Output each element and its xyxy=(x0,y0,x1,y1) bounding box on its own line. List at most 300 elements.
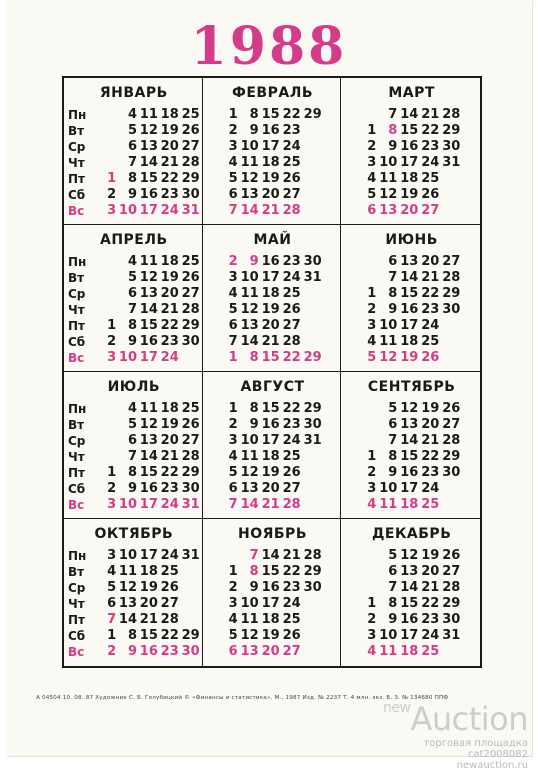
spacer xyxy=(345,465,355,481)
day-cell xyxy=(355,564,376,580)
day-cell: 28 xyxy=(282,334,301,349)
day-cell: 7 xyxy=(249,548,259,563)
day-cell xyxy=(301,449,322,465)
day-cell: 29 xyxy=(181,628,200,643)
day-cell: 24 xyxy=(421,155,440,170)
day-cell: 26 xyxy=(181,270,200,285)
day-cell: 30 xyxy=(442,465,461,480)
day-cell: 26 xyxy=(421,187,440,202)
day-cell: 17 xyxy=(400,481,419,496)
day-cell xyxy=(96,433,117,449)
day-cell: 17 xyxy=(139,203,158,218)
weekday-row xyxy=(68,318,200,334)
day-cell: 20 xyxy=(421,254,440,269)
day-cell: 1 xyxy=(107,318,117,333)
day-cell: 11 xyxy=(139,107,158,122)
day-cell: 14 xyxy=(400,107,419,122)
day-cell: 15 xyxy=(139,628,158,643)
month-block xyxy=(341,78,480,225)
day-cell: 1 xyxy=(367,449,377,464)
day-cell: 5 xyxy=(367,350,377,365)
day-cell: 5 xyxy=(127,270,137,285)
day-cell: 18 xyxy=(160,107,179,122)
day-cell: 7 xyxy=(388,433,398,448)
day-cell: 28 xyxy=(282,203,301,218)
day-cell: 9 xyxy=(388,612,398,627)
weekday-row xyxy=(68,203,200,219)
day-cell: 22 xyxy=(421,449,440,464)
day-cell: 18 xyxy=(400,334,419,349)
day-cell: 11 xyxy=(240,449,259,464)
day-cell: 14 xyxy=(118,612,137,627)
day-cell: 29 xyxy=(181,465,200,480)
weekday-label: Пт xyxy=(68,319,85,333)
weekday-label: Ср xyxy=(68,287,86,301)
day-cell: 16 xyxy=(261,417,280,432)
day-cell: 10 xyxy=(240,139,259,154)
weekday-row xyxy=(68,270,200,286)
day-cell: 23 xyxy=(282,254,301,269)
day-cell: 22 xyxy=(421,596,440,611)
day-cell: 19 xyxy=(160,270,179,285)
weekday-label: Вт xyxy=(68,418,85,432)
day-cell: 28 xyxy=(181,155,200,170)
weekday-label: Чт xyxy=(68,156,85,170)
weekday-label: Пн xyxy=(68,402,87,416)
day-cell: 12 xyxy=(139,417,158,432)
weekday-row xyxy=(345,107,460,123)
day-cell: 26 xyxy=(421,350,440,365)
day-cell: 9 xyxy=(388,465,398,480)
watermark-line: newauction.ru xyxy=(456,760,528,771)
day-cell: 26 xyxy=(160,580,179,595)
month-name: ДЕКАБРЬ xyxy=(371,526,452,542)
day-cell: 23 xyxy=(421,612,440,627)
weekday-label: Чт xyxy=(68,450,85,464)
day-cell: 27 xyxy=(442,417,461,432)
day-cell: 26 xyxy=(282,171,301,186)
day-cell xyxy=(301,203,322,219)
day-cell: 14 xyxy=(139,155,158,170)
weekday-label: Сб xyxy=(68,335,86,349)
spacer xyxy=(345,203,355,219)
day-cell xyxy=(355,254,376,270)
day-cell: 9 xyxy=(388,139,398,154)
day-cell: 2 xyxy=(367,302,377,317)
day-cell: 23 xyxy=(160,644,179,659)
day-cell: 14 xyxy=(261,548,280,563)
day-cell: 4 xyxy=(367,497,377,512)
day-cell: 7 xyxy=(107,612,117,627)
day-cell xyxy=(301,318,322,334)
weekday-row xyxy=(345,417,460,433)
day-cell: 29 xyxy=(303,350,322,365)
day-cell: 29 xyxy=(181,318,200,333)
day-cell: 13 xyxy=(139,433,158,448)
spacer xyxy=(207,155,217,171)
day-cell: 10 xyxy=(240,433,259,448)
day-cell xyxy=(301,171,322,187)
weekday-label: Сб xyxy=(68,629,86,643)
day-cell: 13 xyxy=(118,596,137,611)
month-name: ИЮНЬ xyxy=(385,232,438,248)
day-cell: 16 xyxy=(139,644,158,659)
day-cell: 28 xyxy=(181,449,200,464)
day-cell: 27 xyxy=(282,318,301,333)
day-cell: 10 xyxy=(118,548,137,563)
day-cell: 16 xyxy=(400,612,419,627)
day-cell: 30 xyxy=(181,334,200,349)
spacer xyxy=(207,254,217,270)
day-cell: 15 xyxy=(400,596,419,611)
spacer xyxy=(345,449,355,465)
weekday-label: Пт xyxy=(68,613,85,627)
weekday-row xyxy=(68,187,200,203)
day-cell: 21 xyxy=(421,580,440,595)
spacer xyxy=(207,580,217,596)
day-cell xyxy=(96,417,117,433)
day-cell: 25 xyxy=(282,286,301,301)
weekday-row xyxy=(345,187,460,203)
auction-watermark xyxy=(383,700,528,771)
day-cell: 14 xyxy=(400,270,419,285)
day-cell: 6 xyxy=(127,139,137,154)
spacer xyxy=(207,187,217,203)
weekday-label: Вт xyxy=(68,124,85,138)
month-days-table xyxy=(68,401,200,513)
day-cell: 22 xyxy=(160,171,179,186)
day-cell: 8 xyxy=(249,401,259,416)
day-cell xyxy=(301,286,322,302)
day-cell: 6 xyxy=(107,596,117,611)
day-cell: 24 xyxy=(421,628,440,643)
day-cell: 9 xyxy=(127,334,137,349)
month-name: СЕНТЯБРЬ xyxy=(367,379,456,395)
weekday-row xyxy=(207,107,322,123)
day-cell: 28 xyxy=(303,548,322,563)
spacer xyxy=(207,318,217,334)
day-cell xyxy=(439,334,460,350)
month-name: ЯНВАРЬ xyxy=(99,85,168,101)
day-cell: 5 xyxy=(107,580,117,595)
day-cell: 16 xyxy=(261,580,280,595)
day-cell: 24 xyxy=(282,270,301,285)
day-cell xyxy=(96,286,117,302)
weekday-row xyxy=(207,318,322,334)
day-cell: 8 xyxy=(127,465,137,480)
day-cell xyxy=(355,417,376,433)
day-cell: 30 xyxy=(442,139,461,154)
day-cell xyxy=(355,433,376,449)
day-cell: 14 xyxy=(139,449,158,464)
weekday-row xyxy=(345,270,460,286)
weekday-row xyxy=(207,139,322,155)
month-days-table xyxy=(207,107,322,219)
day-cell: 19 xyxy=(421,548,440,563)
day-cell: 23 xyxy=(160,334,179,349)
spacer xyxy=(345,417,355,433)
day-cell: 15 xyxy=(139,318,158,333)
day-cell: 24 xyxy=(421,318,440,333)
day-cell xyxy=(439,497,460,513)
day-cell: 8 xyxy=(249,107,259,122)
day-cell: 31 xyxy=(442,628,461,643)
day-cell: 25 xyxy=(181,107,200,122)
weekday-row xyxy=(345,139,460,155)
month-block xyxy=(203,372,342,519)
month-days-table xyxy=(345,254,460,366)
day-cell: 22 xyxy=(421,286,440,301)
day-cell: 23 xyxy=(282,580,301,595)
month-name: ОКТЯБРЬ xyxy=(94,526,174,542)
day-cell: 21 xyxy=(421,433,440,448)
day-cell: 13 xyxy=(240,318,259,333)
day-cell: 8 xyxy=(249,564,259,579)
weekday-row xyxy=(68,465,200,481)
weekday-label: Вс xyxy=(68,498,85,512)
weekday-row xyxy=(207,401,322,417)
weekday-label: Вс xyxy=(68,645,85,659)
day-cell: 18 xyxy=(400,497,419,512)
day-cell: 23 xyxy=(421,465,440,480)
day-cell: 21 xyxy=(261,334,280,349)
day-cell: 24 xyxy=(160,350,179,365)
weekday-row xyxy=(207,465,322,481)
month-block xyxy=(64,372,203,519)
day-cell: 28 xyxy=(442,107,461,122)
day-cell: 13 xyxy=(240,644,259,659)
day-cell: 17 xyxy=(400,628,419,643)
day-cell: 3 xyxy=(107,350,117,365)
weekday-row xyxy=(345,433,460,449)
day-cell: 27 xyxy=(181,433,200,448)
months-grid xyxy=(62,76,482,668)
weekday-label: Вс xyxy=(68,204,85,218)
day-cell: 3 xyxy=(367,155,377,170)
day-cell: 4 xyxy=(228,449,238,464)
weekday-row xyxy=(345,302,460,318)
spacer xyxy=(345,139,355,155)
day-cell: 16 xyxy=(400,465,419,480)
spacer xyxy=(345,628,355,644)
day-cell xyxy=(96,155,117,171)
day-cell: 8 xyxy=(127,171,137,186)
month-name: МАРТ xyxy=(388,85,435,101)
day-cell xyxy=(355,270,376,286)
weekday-row xyxy=(345,350,460,366)
day-cell: 3 xyxy=(107,203,117,218)
day-cell: 25 xyxy=(421,334,440,349)
weekday-row xyxy=(68,254,200,270)
day-cell: 11 xyxy=(379,497,398,512)
weekday-row xyxy=(345,171,460,187)
day-cell: 17 xyxy=(139,350,158,365)
month-block xyxy=(203,519,342,666)
day-cell: 3 xyxy=(228,596,238,611)
day-cell: 14 xyxy=(240,203,259,218)
day-cell: 27 xyxy=(421,203,440,218)
spacer xyxy=(345,497,355,513)
day-cell: 4 xyxy=(228,612,238,627)
day-cell: 8 xyxy=(249,350,259,365)
weekday-row xyxy=(345,286,460,302)
day-cell: 17 xyxy=(261,596,280,611)
weekday-row xyxy=(345,155,460,171)
day-cell: 15 xyxy=(139,465,158,480)
weekday-label: Чт xyxy=(68,303,85,317)
day-cell: 5 xyxy=(388,401,398,416)
spacer xyxy=(207,350,217,366)
day-cell: 2 xyxy=(107,481,117,496)
day-cell: 30 xyxy=(303,417,322,432)
day-cell: 27 xyxy=(181,139,200,154)
month-days-table xyxy=(207,254,322,366)
day-cell: 9 xyxy=(127,481,137,496)
day-cell: 19 xyxy=(261,628,280,643)
day-cell: 22 xyxy=(282,107,301,122)
day-cell: 24 xyxy=(160,203,179,218)
weekday-row xyxy=(68,171,200,187)
weekday-row xyxy=(68,401,200,417)
weekday-row xyxy=(345,203,460,219)
day-cell: 17 xyxy=(261,139,280,154)
day-cell: 6 xyxy=(127,286,137,301)
day-cell: 2 xyxy=(228,417,238,432)
day-cell: 29 xyxy=(303,564,322,579)
day-cell: 3 xyxy=(107,548,117,563)
day-cell: 28 xyxy=(442,270,461,285)
day-cell: 20 xyxy=(261,187,280,202)
day-cell: 23 xyxy=(160,187,179,202)
day-cell: 25 xyxy=(421,497,440,512)
month-block xyxy=(203,78,342,225)
month-block xyxy=(64,225,203,372)
month-block xyxy=(203,225,342,372)
day-cell: 15 xyxy=(261,107,280,122)
spacer xyxy=(345,548,355,564)
day-cell xyxy=(301,596,322,612)
day-cell: 13 xyxy=(240,481,259,496)
day-cell: 30 xyxy=(303,254,322,269)
day-cell: 9 xyxy=(388,302,398,317)
weekday-row xyxy=(207,187,322,203)
day-cell: 10 xyxy=(118,350,137,365)
weekday-row xyxy=(207,628,322,644)
day-cell: 13 xyxy=(139,286,158,301)
day-cell: 9 xyxy=(249,254,259,269)
spacer xyxy=(345,350,355,366)
weekday-row xyxy=(207,644,322,660)
month-days-table xyxy=(68,548,200,660)
spacer xyxy=(345,433,355,449)
weekday-row xyxy=(207,171,322,187)
weekday-row xyxy=(68,497,200,513)
weekday-row xyxy=(207,286,322,302)
day-cell: 5 xyxy=(127,123,137,138)
day-cell: 28 xyxy=(282,497,301,512)
day-cell: 21 xyxy=(160,449,179,464)
weekday-row xyxy=(345,548,460,564)
weekday-row xyxy=(345,318,460,334)
day-cell: 24 xyxy=(160,497,179,512)
weekday-row xyxy=(68,449,200,465)
day-cell: 22 xyxy=(160,465,179,480)
spacer xyxy=(345,334,355,350)
spacer xyxy=(345,123,355,139)
weekday-row xyxy=(207,334,322,350)
day-cell: 13 xyxy=(379,203,398,218)
day-cell: 22 xyxy=(421,123,440,138)
day-cell: 30 xyxy=(181,481,200,496)
day-cell: 31 xyxy=(181,548,200,563)
weekday-row xyxy=(207,123,322,139)
day-cell: 15 xyxy=(400,123,419,138)
weekday-row xyxy=(345,612,460,628)
day-cell: 20 xyxy=(160,286,179,301)
day-cell: 12 xyxy=(139,270,158,285)
spacer xyxy=(207,334,217,350)
day-cell: 22 xyxy=(282,350,301,365)
day-cell: 18 xyxy=(139,564,158,579)
month-block xyxy=(64,78,203,225)
spacer xyxy=(207,497,217,513)
day-cell: 16 xyxy=(139,481,158,496)
day-cell: 1 xyxy=(107,171,117,186)
spacer xyxy=(207,465,217,481)
day-cell: 26 xyxy=(282,302,301,317)
day-cell: 26 xyxy=(282,628,301,643)
day-cell: 9 xyxy=(127,644,137,659)
spacer xyxy=(345,155,355,171)
day-cell: 5 xyxy=(228,465,238,480)
weekday-row xyxy=(345,564,460,580)
day-cell: 1 xyxy=(367,596,377,611)
day-cell: 21 xyxy=(282,548,301,563)
weekday-label: Чт xyxy=(68,597,85,611)
day-cell: 21 xyxy=(261,497,280,512)
day-cell: 19 xyxy=(261,465,280,480)
day-cell: 30 xyxy=(442,612,461,627)
day-cell xyxy=(96,270,117,286)
day-cell: 26 xyxy=(282,465,301,480)
month-block xyxy=(64,519,203,666)
day-cell: 31 xyxy=(303,433,322,448)
day-cell: 10 xyxy=(379,318,398,333)
day-cell: 12 xyxy=(400,401,419,416)
day-cell: 3 xyxy=(228,433,238,448)
day-cell xyxy=(301,481,322,497)
weekday-row xyxy=(345,449,460,465)
day-cell: 9 xyxy=(249,417,259,432)
day-cell: 17 xyxy=(261,270,280,285)
weekday-row xyxy=(68,350,200,366)
day-cell: 31 xyxy=(303,270,322,285)
day-cell: 21 xyxy=(421,107,440,122)
day-cell xyxy=(179,612,200,628)
day-cell: 8 xyxy=(388,596,398,611)
spacer xyxy=(207,481,217,497)
spacer xyxy=(345,580,355,596)
day-cell: 28 xyxy=(160,612,179,627)
day-cell xyxy=(179,596,200,612)
day-cell: 2 xyxy=(107,334,117,349)
day-cell: 31 xyxy=(181,203,200,218)
day-cell: 20 xyxy=(261,644,280,659)
day-cell: 11 xyxy=(379,334,398,349)
day-cell: 7 xyxy=(228,203,238,218)
spacer xyxy=(345,596,355,612)
day-cell: 24 xyxy=(421,481,440,496)
